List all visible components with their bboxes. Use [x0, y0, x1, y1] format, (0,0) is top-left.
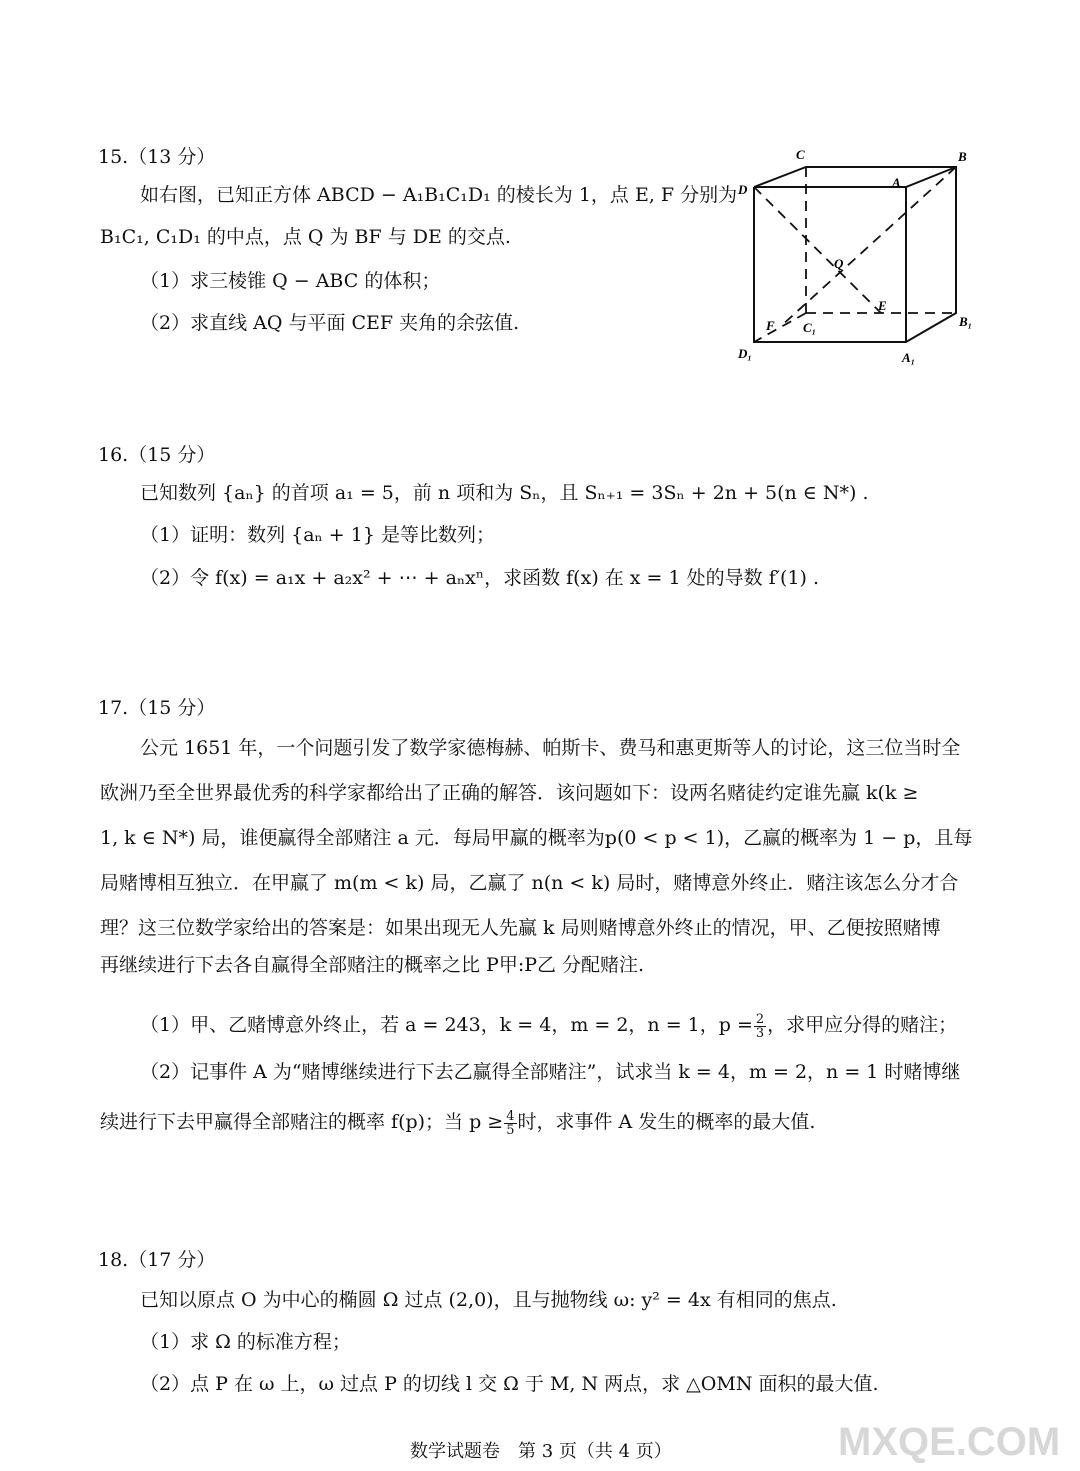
q17-line6: 再继续进行下去各自赢得全部赌注的概率之比 P甲:P乙 分配赌注.	[100, 954, 645, 976]
q17-line3: 1, k ∈ N*) 局，谁便赢得全部赌注 a 元．每局甲赢的概率为p(0 < p < 1)，乙赢的概率为 1 − p，且每	[100, 827, 973, 849]
label-B: B	[958, 149, 967, 164]
label-Q: Q	[834, 256, 844, 271]
cube-edges	[754, 167, 956, 342]
q17-part2-b	[100, 1107, 815, 1137]
q17-line5: 理？这三位数学家给出的答案是：如果出现无人先赢 k 局则赌博意外终止的情况，甲、乙便按照赌博	[100, 917, 941, 939]
label-B1: B₁	[959, 314, 973, 329]
q15-intro-b: B₁C₁, C₁D₁ 的中点，点 Q 为 BF 与 DE 的交点.	[100, 226, 511, 248]
q16-part2: （2）令 f(x) = a₁x + a₂x² + ⋯ + aₙxⁿ，求函数 f(x) 在 x = 1 处的导数 f′(1) .	[140, 567, 820, 589]
label-F: F	[766, 318, 775, 333]
watermark-logo: MXQE.COM	[838, 1420, 1061, 1464]
fraction-four-fifths: $\frac{4}{5}$	[506, 1108, 515, 1138]
label-E: E	[878, 298, 887, 313]
fraction-two-thirds: $\frac{2}{3}$	[755, 1011, 765, 1041]
cube-figure	[730, 140, 1000, 370]
q17-part1-post: ，求甲应分得的赌注；	[767, 1014, 958, 1036]
label-A1: A₁	[902, 350, 916, 365]
q17-part1	[140, 1010, 957, 1040]
q17-header: 17.（15 分）	[98, 697, 216, 719]
label-D: D	[738, 182, 748, 197]
label-C: C	[796, 147, 805, 162]
q15-part1: （1）求三棱锥 Q − ABC 的体积；	[140, 270, 441, 292]
q17-line2: 欧洲乃至全世界最优秀的科学家都给出了正确的解答．该问题如下：设两名赌徒约定谁先赢 k(k ≥	[100, 782, 919, 804]
q16-part1: （1）证明：数列 {aₙ + 1} 是等比数列；	[140, 524, 495, 546]
q17-part1-pre: （1）甲、乙赌博意外终止，若 a = 243，k = 4，m = 2，n = 1，p =	[140, 1014, 753, 1036]
q18-part1: （1）求 Ω 的标准方程；	[140, 1331, 351, 1353]
q18-intro: 已知以原点 O 为中心的椭圆 Ω 过点 (2,0)，且与抛物线 ω: y² = 4x 有相同的焦点.	[140, 1289, 837, 1311]
label-A: A	[892, 175, 901, 190]
q17-part2-b-post: 时，求事件 A 发生的概率的最大值.	[517, 1111, 816, 1133]
q17-part2-a: （2）记事件 A 为“赌博继续进行下去乙赢得全部赌注”，试求当 k = 4，m = 2，n = 1 时赌博继	[140, 1061, 961, 1083]
q15-intro-a: 如右图，已知正方体 ABCD − A₁B₁C₁D₁ 的棱长为 1，点 E, F 分别为	[140, 184, 738, 206]
label-D1: D₁	[738, 346, 752, 361]
page-footer: 数学试题卷 第 3 页（共 4 页）	[410, 1441, 672, 1462]
q17-line4: 局赌博相互独立．在甲赢了 m(m < k) 局，乙赢了 n(n < k) 局时，赌博意外终止．赌注该怎么分才合	[100, 872, 959, 894]
q16-header: 16.（15 分）	[98, 444, 216, 466]
q18-header: 18.（17 分）	[98, 1249, 216, 1271]
label-C1: C₁	[803, 320, 817, 335]
q18-part2: （2）点 P 在 ω 上，ω 过点 P 的切线 l 交 Ω 于 M, N 两点，求 △OMN 面积的最大值.	[140, 1373, 879, 1395]
q17-part2-b-pre: 续进行下去甲赢得全部赌注的概率 f(p)；当 p ≥	[100, 1111, 504, 1133]
q16-intro: 已知数列 {aₙ} 的首项 a₁ = 5，前 n 项和为 Sₙ，且 Sₙ₊₁ = 3Sₙ + 2n + 5(n ∈ N*) .	[140, 482, 869, 504]
hidden-edges	[754, 167, 956, 342]
q17-line1: 公元 1651 年，一个问题引发了数学家德梅赫、帕斯卡、费马和惠更斯等人的讨论，这三位当时全	[140, 737, 961, 759]
q15-header: 15.（13 分）	[98, 146, 216, 168]
q15-part2: （2）求直线 AQ 与平面 CEF 夹角的余弦值.	[140, 312, 520, 334]
